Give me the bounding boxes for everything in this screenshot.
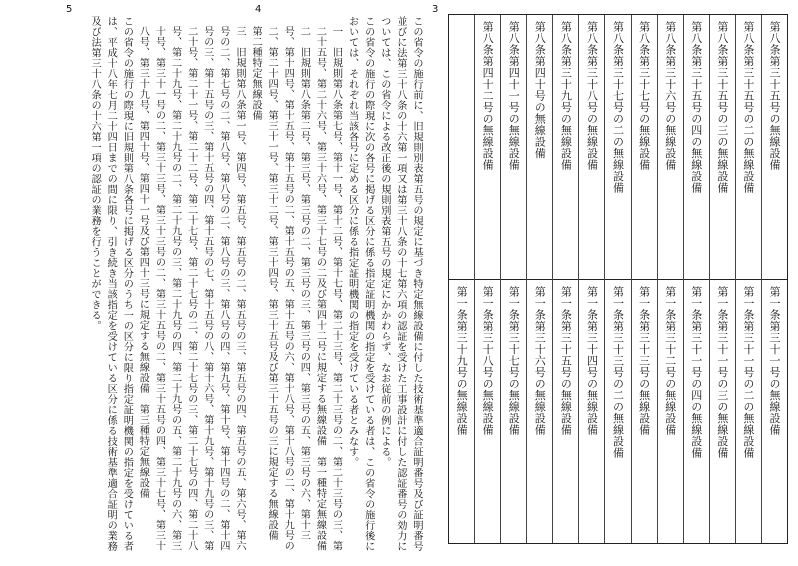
table-column	[552, 15, 578, 543]
table-cell-old: 第八条第三十八号の無線設備	[579, 15, 604, 280]
table-cell-new: 第一条第三十二号の無線設備	[663, 285, 677, 435]
table-cell-new: 第一条第三十三号の無線設備	[637, 285, 651, 435]
table-cell-new: 第一条第三十五号の無線設備	[559, 285, 573, 435]
table-cell-new: 第一条第三十一号の無線設備	[768, 285, 781, 435]
line-number: 4	[255, 4, 262, 15]
table-column	[526, 15, 552, 543]
table-column	[709, 15, 735, 543]
table-cell-new: 第一条第三十一号の二の無線設備	[741, 285, 755, 458]
paragraph: この省令の施行の際現に次の各号に掲げる区分に係る指定証明機関の指定を受けている者は、この省令の施行後においては、それぞれ当該各号に定める区分に係る指定証明機関の指定を受けている者とみなす。	[346, 16, 374, 552]
table-column	[657, 15, 683, 543]
table-cell-new: 第一条第三十七号の無線設備	[507, 285, 521, 435]
table-column	[578, 15, 604, 543]
table-cell-new: 第一条第三十六号の無線設備	[533, 285, 547, 435]
paragraph-item: 二 旧規則第八条第二号、第三号、第三号の二、第三号の三、第三号の四、第三号の五、第三号の六、第十三号、第十四号、第十五号、第十五号の二、第十五号の五、第十五号の六、第十八号、第十八号の二、第十九号の二、第二十四号、第三十一号、第三十二号、第三十四号、第三十五号及び第三十五号の三に規定する無線設備 第二種特定無線設備	[250, 26, 310, 551]
table-column	[474, 15, 500, 543]
table-cell-new: 第一条第三十一号の三の無線設備	[715, 285, 729, 458]
table-column	[631, 15, 657, 543]
table-cell-old: 第八条第四十二号の無線設備	[475, 15, 500, 280]
table-cell-old	[449, 15, 474, 280]
table-cell-old: 第八条第三十七号の二の無線設備	[605, 15, 630, 280]
table-cell-new: 第一条第三十一号の四の無線設備	[689, 285, 703, 458]
table-cell-new: 第一条第三十四号の無線設備	[585, 285, 599, 435]
table-cell-old: 第八条第三十五号の二の無線設備	[736, 15, 761, 280]
correspondence-table	[448, 14, 788, 544]
table-cell-old: 第八条第四十一号の無線設備	[501, 15, 526, 280]
body-text	[6, 16, 424, 554]
table-column	[604, 15, 630, 543]
line-number: 3	[432, 4, 439, 15]
paragraph: この省令の施行の際現に旧規則第八条各号に掲げる区分のうち一の区分に限り指定証明機関の指定を受けている者は、平成十八年七月二十四日までの間に限り、引き続き当該指定を受けている区分に係る技術基準適合証明の業務及び法第三十八条の十六第一項の認証の業務を行うことができる。	[89, 16, 133, 552]
table-cell-old: 第八条第三十七号の無線設備	[632, 15, 657, 280]
table-cell-old: 第八条第四十号の無線設備	[527, 15, 552, 280]
table-cell-old: 第八条第三十五号の無線設備	[762, 15, 787, 280]
table-column	[761, 15, 787, 543]
paragraph-item: 一 旧規則第八条第七号、第十一号、第十二号、第十七号、第二十三号、第二十三号の二、第二十三号の三、第二十五号、第二十六号、第三十六号、第三十七号の二及び第四十二号に規定する無線設備 第一種特定無線設備	[314, 26, 342, 551]
table-cell-new: 第一条第三十三号の二の無線設備	[611, 285, 625, 458]
table-cell-old: 第八条第三十六号の無線設備	[658, 15, 683, 280]
table-column	[735, 15, 761, 543]
paragraph: この省令の施行前に、旧規則別表第五号の規定に基づき特定無線設備に付した技術基準適合証明番号及び証明番号並びに法第三十八条の十六第一項又は第三十八条の十七第六項の認証を受けた工事設計に付した認証番号の効力については、この省令による改正後の規則別表第五号の規定にかかわらず、なお従前の例による。	[378, 16, 422, 552]
table-cell-old: 第八条第三十五号の四の無線設備	[684, 15, 709, 280]
line-number: 5	[66, 4, 73, 15]
table-column	[683, 15, 709, 543]
table-cell-new: 第一条第三十八号の無線設備	[481, 285, 495, 435]
paragraph-item: 三 旧規則第八条第一号、第四号、第五号、第五号の二、第五号の三、第五号の四、第五号の五、第六号、第六号の二、第七号の二、第八号、第八号の二、第八号の三、第八号の四、第九号、第十号、第十四号の二、第十四号の三、第十五号の三、第十五号の四、第十五号の七、第十五号の八、第十六号、第十九号、第十九号の三、第二十号、第二十一号、第二十二号、第二十七号、第二十七号の二、第二十七号の三、第二十七号の四、第二十八号、第二十九号、第二十九号の二、第二十九号の三、第二十九号の四、第二十九号の五、第二十九号の六、第三十号、第三十一号の二、第三十三号、第三十三号の二、第三十五号の二、第三十五号の四、第三十七号、第三十八号、第三十九号、第四十号、第四十一号及び第四十三号に規定する無線設備 第三種特定無線設備	[137, 26, 245, 551]
table-cell-old: 第八条第三十九号の無線設備	[553, 15, 578, 280]
table-column	[449, 15, 474, 543]
table-column	[500, 15, 526, 543]
table-cell-new: 第一条第三十九号の無線設備	[455, 285, 469, 435]
table-cell-old: 第八条第三十五号の三の無線設備	[710, 15, 735, 280]
